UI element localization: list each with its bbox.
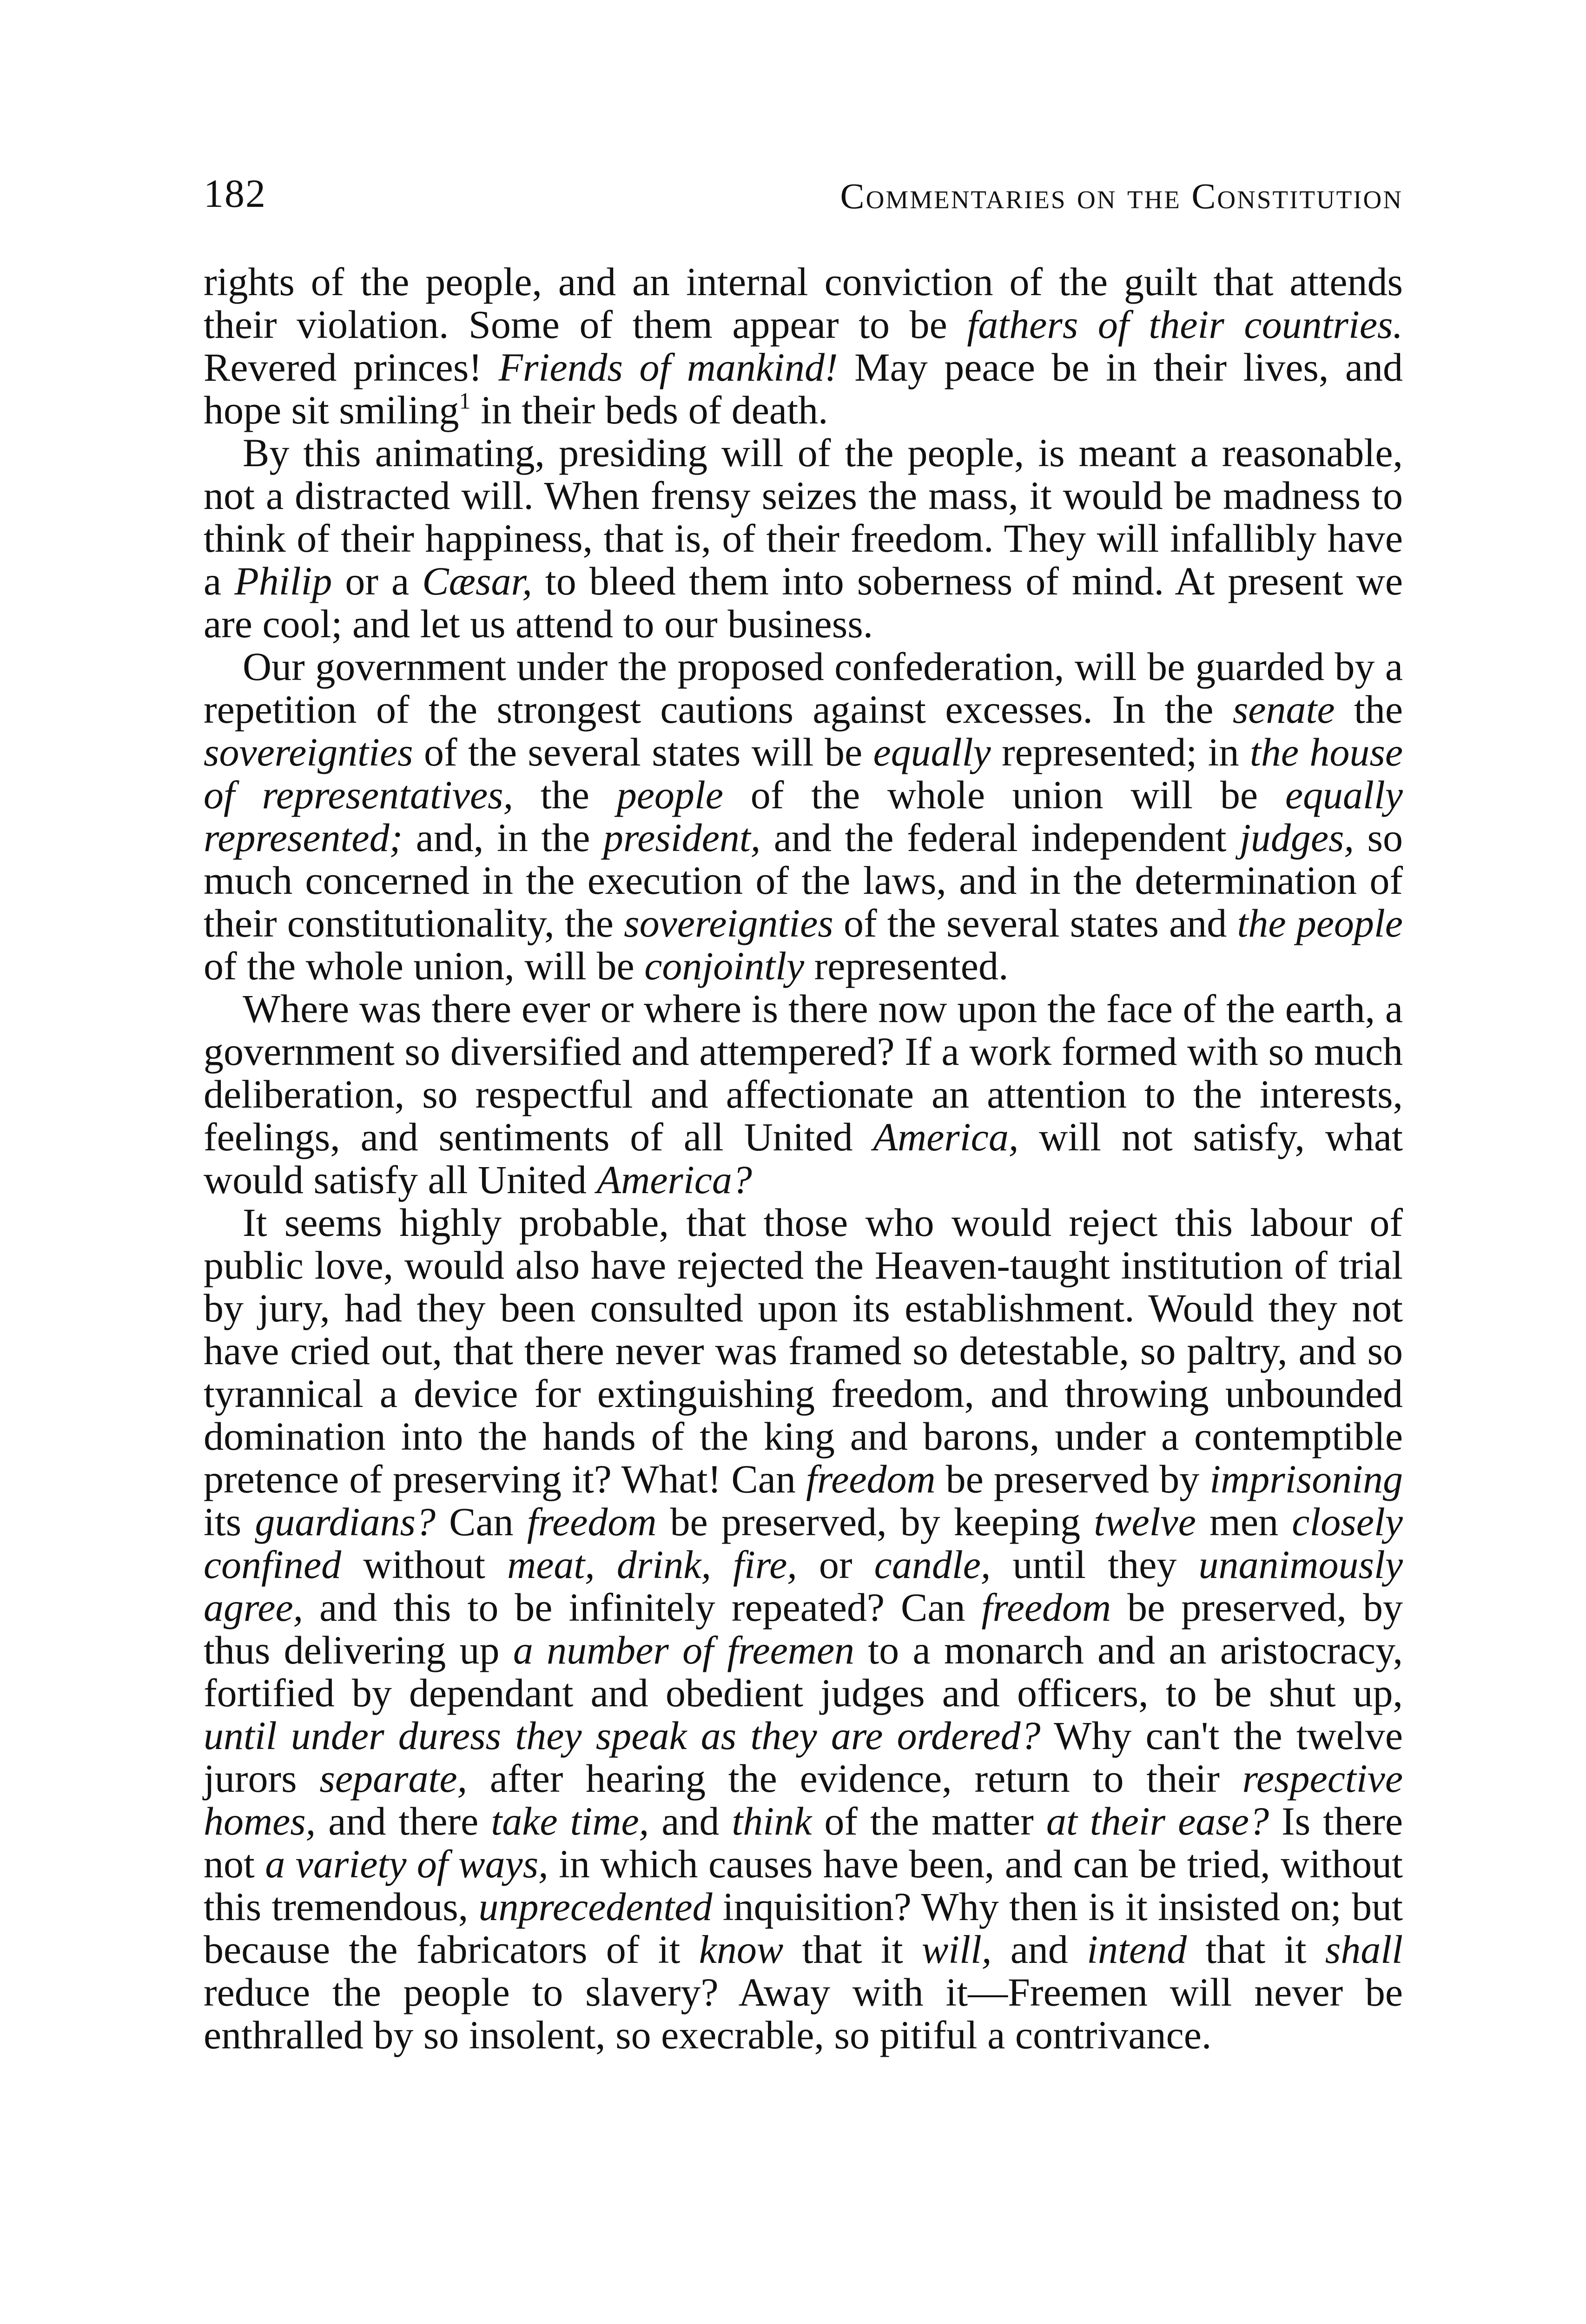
italic-text: sovereignties xyxy=(204,730,413,774)
italic-text: respective homes, xyxy=(204,1756,1403,1843)
text-run: be preserved by xyxy=(935,1457,1210,1501)
italic-text: the house of representatives, xyxy=(204,730,1403,817)
text-run: the xyxy=(513,772,617,817)
page-header xyxy=(204,170,1403,221)
text-run: and xyxy=(991,1927,1087,1972)
italic-text: guardians? xyxy=(255,1499,436,1544)
italic-text: will, xyxy=(921,1927,992,1972)
text-run: of the whole union, will be xyxy=(204,944,645,988)
italic-text: unanimously agree, xyxy=(204,1542,1403,1630)
italic-text: the people xyxy=(1237,901,1403,945)
text-run: and xyxy=(649,1799,732,1843)
italic-text: president, xyxy=(603,815,761,860)
italic-text: people xyxy=(616,772,723,817)
body-text xyxy=(204,260,1403,2056)
italic-text: a number of freemen xyxy=(513,1628,855,1672)
italic-text: a variety of ways, xyxy=(265,1842,548,1886)
italic-text: at their ease? xyxy=(1046,1799,1269,1843)
italic-text: candle, xyxy=(874,1542,991,1587)
text-run: to bleed them into soberness of mind. At present we are cool; and let us attend to our business. xyxy=(204,559,1403,646)
text-run: and this to be infinitely repeated? Can xyxy=(303,1585,982,1630)
body-paragraph xyxy=(204,1201,1403,2056)
text-run: or a xyxy=(332,559,423,603)
running-head: Commentaries on the Constitution xyxy=(840,176,1403,216)
text-run: and there xyxy=(316,1799,491,1843)
body-paragraph xyxy=(204,645,1403,987)
body-paragraph xyxy=(204,431,1403,645)
italic-text: shall xyxy=(1325,1927,1403,1972)
body-paragraph xyxy=(204,260,1403,431)
italic-text: imprisoning xyxy=(1209,1457,1403,1501)
text-run: or xyxy=(797,1542,874,1587)
text-run: represented; in xyxy=(991,730,1250,774)
text-run: in which causes have been, and can be tried, without this tremendous, xyxy=(204,1842,1403,1929)
text-run: that it xyxy=(1187,1927,1325,1972)
italic-text: America? xyxy=(596,1157,752,1202)
italic-text: conjointly xyxy=(644,944,805,988)
italic-text: equally xyxy=(873,730,991,774)
italic-text: equally represented; xyxy=(204,772,1403,860)
italic-text: twelve xyxy=(1094,1499,1196,1544)
text-run: without xyxy=(341,1542,508,1587)
text-run: Where was there ever or where is there now upon the face of the earth, a government so diversified and attempered? If a work formed with so much deliberation, so respectful and affectionate an attention to the interests, feelings, and sentiments of all United xyxy=(204,986,1403,1159)
text-run: be preserved, by keeping xyxy=(656,1499,1094,1544)
text-run: and, in the xyxy=(403,815,603,860)
text-run: its xyxy=(204,1499,255,1544)
italic-text: Friends of mankind! xyxy=(498,345,838,390)
italic-text: separate, xyxy=(319,1756,468,1801)
italic-text: fathers of their countries. xyxy=(967,302,1403,347)
text-run: so much concerned in the execution of the laws, and in the determination of their constitutionality, the xyxy=(204,815,1403,945)
text-run: of the whole union will be xyxy=(723,772,1285,817)
italic-text: know xyxy=(699,1927,784,1972)
italic-text: think xyxy=(732,1799,812,1843)
italic-text: unprecedented xyxy=(478,1884,713,1929)
italic-text: intend xyxy=(1087,1927,1187,1972)
page-number: 182 xyxy=(204,171,266,216)
text-run: and the federal independent xyxy=(760,815,1240,860)
text-run: of the matter xyxy=(812,1799,1046,1843)
italic-text: America, xyxy=(873,1115,1019,1159)
text-run: May peace be in their lives, and hope sit smiling xyxy=(204,345,1403,432)
italic-text: take time, xyxy=(491,1799,649,1843)
text-run: rights of the people, and an internal conviction of the guilt that attends their violation. Some of them appear to be xyxy=(204,259,1403,347)
text-run: reduce the people to slavery? Away with it—Freemen will never be enthralled by so insolent, so execrable, so pitiful a contrivance. xyxy=(204,1970,1403,2057)
text-run: By this animating, presiding will of the people, is meant a reasonable, not a distracted will. When frensy seizes the mass, it would be madness to think of their happiness, that is, of their freedom. They will infallibly have a xyxy=(204,430,1403,603)
text-run: after hearing the evidence, return to their xyxy=(467,1756,1242,1801)
text-run: the xyxy=(1335,687,1403,732)
italic-text: Cæsar, xyxy=(422,559,532,603)
text-run: of the several states will be xyxy=(413,730,873,774)
italic-text: freedom xyxy=(527,1499,657,1544)
text-run: men xyxy=(1196,1499,1292,1544)
text-run: inquisition? Why then is it insisted on; but because the fabricators of it xyxy=(204,1884,1403,1972)
text-run: be preserved, by thus delivering up xyxy=(204,1585,1403,1672)
italic-text: Philip xyxy=(234,559,332,603)
text-run: will not satisfy, what would satisfy all United xyxy=(204,1115,1403,1202)
italic-text: freedom xyxy=(981,1585,1111,1630)
text-run: to a monarch and an aristocracy, fortified by dependant and obedient judges and officers, to be shut up, xyxy=(204,1628,1403,1715)
text-run: represented. xyxy=(804,944,1009,988)
italic-text: freedom xyxy=(806,1457,936,1501)
italic-text: senate xyxy=(1232,687,1335,732)
text-run: Can xyxy=(436,1499,527,1544)
text-run: Why can't the twelve jurors xyxy=(204,1713,1403,1801)
text-run: until they xyxy=(991,1542,1199,1587)
text-run: Our government under the proposed confederation, will be guarded by a repetition of the strongest cautions against excesses. In the xyxy=(204,644,1403,732)
italic-text: closely confined xyxy=(204,1499,1403,1587)
text-run: Revered princes! xyxy=(204,345,499,390)
italic-text: judges, xyxy=(1239,815,1355,860)
body-paragraph xyxy=(204,987,1403,1201)
text-run: Is there not xyxy=(204,1799,1403,1886)
italic-text: meat, drink, fire, xyxy=(507,1542,797,1587)
text-run: of the several states and xyxy=(833,901,1237,945)
footnote-marker: 1 xyxy=(459,388,471,414)
text-run: that it xyxy=(783,1927,922,1972)
text-run: It seems highly probable, that those who would reject this labour of public love, would also have rejected the Heaven-taught institution of trial by jury, had they been consulted upon its establishment. Would they not have cried out, that there never was framed so detestable, so paltry, and so tyrannical a device for extinguishing freedom, and throwing unbounded domination into the hands of the king and barons, under a contemptible pretence of preserving it? What! Can xyxy=(204,1200,1403,1501)
italic-text: until under duress they speak as they are ordered? xyxy=(204,1713,1041,1758)
italic-text: sovereignties xyxy=(624,901,833,945)
text-run: in their beds of death. xyxy=(470,388,828,432)
